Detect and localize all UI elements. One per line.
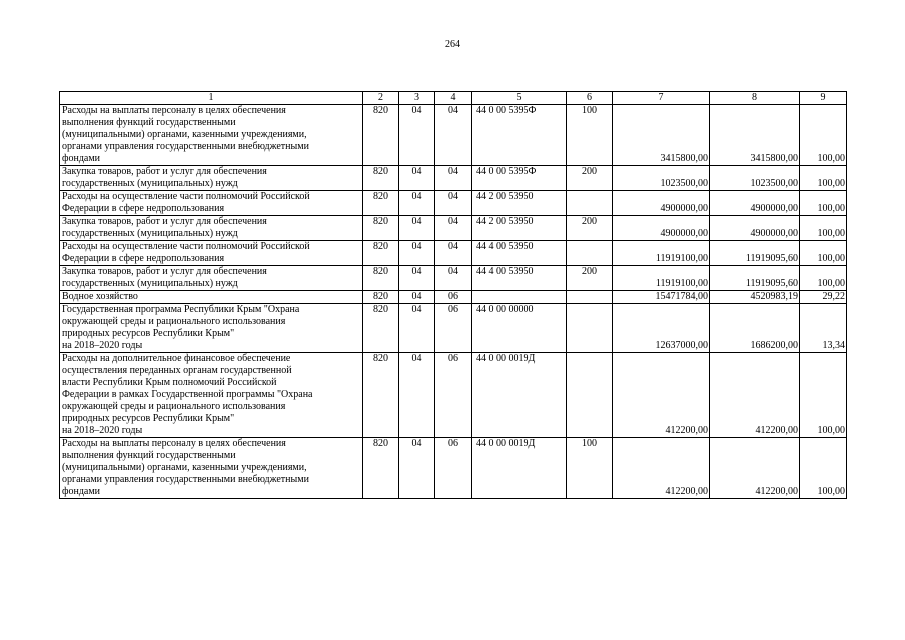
- expense-name-cell: Расходы на осуществление части полномочий Российской Федерации в сфере недропользования: [60, 241, 363, 266]
- executed-amount-cell: 412200,00: [710, 353, 800, 438]
- table-header-row: [60, 92, 847, 105]
- execution-percent-cell: 100,00: [800, 241, 847, 266]
- expense-name-cell: Расходы на дополнительное финансовое обеспечение осуществления переданных органам государственной власти Республики Крым полномочий Российской Федерации в рамках Государственной программы "Охрана окружающей среды и рационального использования природных ресурсов Республики Крым" на 2018–2020 годы: [60, 353, 363, 438]
- executed-amount-cell: 1023500,00: [710, 166, 800, 191]
- expense-name-cell: Расходы на осуществление части полномочий Российской Федерации в сфере недропользования: [60, 191, 363, 216]
- executed-amount-cell: 4900000,00: [710, 191, 800, 216]
- grbs-code-cell: 820: [363, 105, 399, 166]
- expense-type-cell: 200: [567, 266, 613, 291]
- target-article-cell: 44 2 00 53950: [472, 191, 567, 216]
- section-code-cell: 04: [399, 304, 435, 353]
- execution-percent-cell: 100,00: [800, 266, 847, 291]
- column-header: 8: [710, 92, 800, 105]
- section-code-cell: 04: [399, 241, 435, 266]
- planned-amount-cell: 12637000,00: [613, 304, 710, 353]
- column-header: 5: [472, 92, 567, 105]
- table-row: [60, 105, 847, 166]
- expense-name-cell: Водное хозяйство: [60, 291, 363, 304]
- planned-amount-cell: 3415800,00: [613, 105, 710, 166]
- subsection-code-cell: 06: [435, 438, 472, 499]
- grbs-code-cell: 820: [363, 241, 399, 266]
- budget-table: [59, 91, 847, 499]
- target-article-cell: 44 0 00 0019Д: [472, 353, 567, 438]
- expense-type-cell: [567, 241, 613, 266]
- subsection-code-cell: 06: [435, 304, 472, 353]
- execution-percent-cell: 100,00: [800, 438, 847, 499]
- section-code-cell: 04: [399, 266, 435, 291]
- target-article-cell: 44 0 00 0019Д: [472, 438, 567, 499]
- executed-amount-cell: 3415800,00: [710, 105, 800, 166]
- executed-amount-cell: 11919095,60: [710, 266, 800, 291]
- planned-amount-cell: 15471784,00: [613, 291, 710, 304]
- expense-type-cell: [567, 353, 613, 438]
- table-row: [60, 291, 847, 304]
- column-header: 1: [60, 92, 363, 105]
- expense-type-cell: [567, 304, 613, 353]
- execution-percent-cell: 100,00: [800, 191, 847, 216]
- expense-name-cell: Расходы на выплаты персоналу в целях обеспечения выполнения функций государственными (муниципальными) органами, казенными учреждениями, органами управления государственными внебюджетными фондами: [60, 438, 363, 499]
- table-row: [60, 266, 847, 291]
- grbs-code-cell: 820: [363, 353, 399, 438]
- subsection-code-cell: 04: [435, 266, 472, 291]
- expense-name-cell: Закупка товаров, работ и услуг для обеспечения государственных (муниципальных) нужд: [60, 166, 363, 191]
- executed-amount-cell: 412200,00: [710, 438, 800, 499]
- subsection-code-cell: 06: [435, 353, 472, 438]
- execution-percent-cell: 100,00: [800, 353, 847, 438]
- page-number: 264: [445, 39, 460, 50]
- target-article-cell: [472, 291, 567, 304]
- planned-amount-cell: 4900000,00: [613, 216, 710, 241]
- grbs-code-cell: 820: [363, 438, 399, 499]
- execution-percent-cell: 100,00: [800, 166, 847, 191]
- expense-name-cell: Закупка товаров, работ и услуг для обеспечения государственных (муниципальных) нужд: [60, 216, 363, 241]
- column-header: 7: [613, 92, 710, 105]
- section-code-cell: 04: [399, 353, 435, 438]
- section-code-cell: 04: [399, 438, 435, 499]
- target-article-cell: 44 0 00 5395Ф: [472, 105, 567, 166]
- grbs-code-cell: 820: [363, 166, 399, 191]
- table-row: [60, 304, 847, 353]
- expense-type-cell: 200: [567, 216, 613, 241]
- expense-type-cell: [567, 191, 613, 216]
- section-code-cell: 04: [399, 105, 435, 166]
- target-article-cell: 44 4 00 53950: [472, 241, 567, 266]
- column-header: 4: [435, 92, 472, 105]
- section-code-cell: 04: [399, 291, 435, 304]
- target-article-cell: 44 2 00 53950: [472, 216, 567, 241]
- expense-name-cell: Закупка товаров, работ и услуг для обеспечения государственных (муниципальных) нужд: [60, 266, 363, 291]
- execution-percent-cell: 100,00: [800, 216, 847, 241]
- subsection-code-cell: 04: [435, 241, 472, 266]
- grbs-code-cell: 820: [363, 304, 399, 353]
- expense-type-cell: 100: [567, 105, 613, 166]
- column-header: 9: [800, 92, 847, 105]
- execution-percent-cell: 100,00: [800, 105, 847, 166]
- executed-amount-cell: 4520983,19: [710, 291, 800, 304]
- expense-name-cell: Государственная программа Республики Крым "Охрана окружающей среды и рационального использования природных ресурсов Республики Крым" на 2018–2020 годы: [60, 304, 363, 353]
- planned-amount-cell: 412200,00: [613, 353, 710, 438]
- subsection-code-cell: 04: [435, 166, 472, 191]
- table-row: [60, 191, 847, 216]
- target-article-cell: 44 0 00 00000: [472, 304, 567, 353]
- subsection-code-cell: 04: [435, 216, 472, 241]
- subsection-code-cell: 04: [435, 191, 472, 216]
- expense-type-cell: [567, 291, 613, 304]
- expense-name-cell: Расходы на выплаты персоналу в целях обеспечения выполнения функций государственными (муниципальными) органами, казенными учреждениями, органами управления государственными внебюджетными фондами: [60, 105, 363, 166]
- table-row: [60, 216, 847, 241]
- planned-amount-cell: 1023500,00: [613, 166, 710, 191]
- subsection-code-cell: 04: [435, 105, 472, 166]
- column-header: 2: [363, 92, 399, 105]
- table-row: [60, 353, 847, 438]
- planned-amount-cell: 11919100,00: [613, 266, 710, 291]
- target-article-cell: 44 0 00 5395Ф: [472, 166, 567, 191]
- subsection-code-cell: 06: [435, 291, 472, 304]
- planned-amount-cell: 4900000,00: [613, 191, 710, 216]
- planned-amount-cell: 11919100,00: [613, 241, 710, 266]
- executed-amount-cell: 11919095,60: [710, 241, 800, 266]
- table-row: [60, 241, 847, 266]
- executed-amount-cell: 1686200,00: [710, 304, 800, 353]
- execution-percent-cell: 29,22: [800, 291, 847, 304]
- table-row: [60, 438, 847, 499]
- target-article-cell: 44 4 00 53950: [472, 266, 567, 291]
- planned-amount-cell: 412200,00: [613, 438, 710, 499]
- section-code-cell: 04: [399, 166, 435, 191]
- grbs-code-cell: 820: [363, 266, 399, 291]
- grbs-code-cell: 820: [363, 291, 399, 304]
- expense-type-cell: 200: [567, 166, 613, 191]
- column-header: 3: [399, 92, 435, 105]
- column-header: 6: [567, 92, 613, 105]
- execution-percent-cell: 13,34: [800, 304, 847, 353]
- executed-amount-cell: 4900000,00: [710, 216, 800, 241]
- section-code-cell: 04: [399, 216, 435, 241]
- table-row: [60, 166, 847, 191]
- section-code-cell: 04: [399, 191, 435, 216]
- grbs-code-cell: 820: [363, 216, 399, 241]
- expense-type-cell: 100: [567, 438, 613, 499]
- grbs-code-cell: 820: [363, 191, 399, 216]
